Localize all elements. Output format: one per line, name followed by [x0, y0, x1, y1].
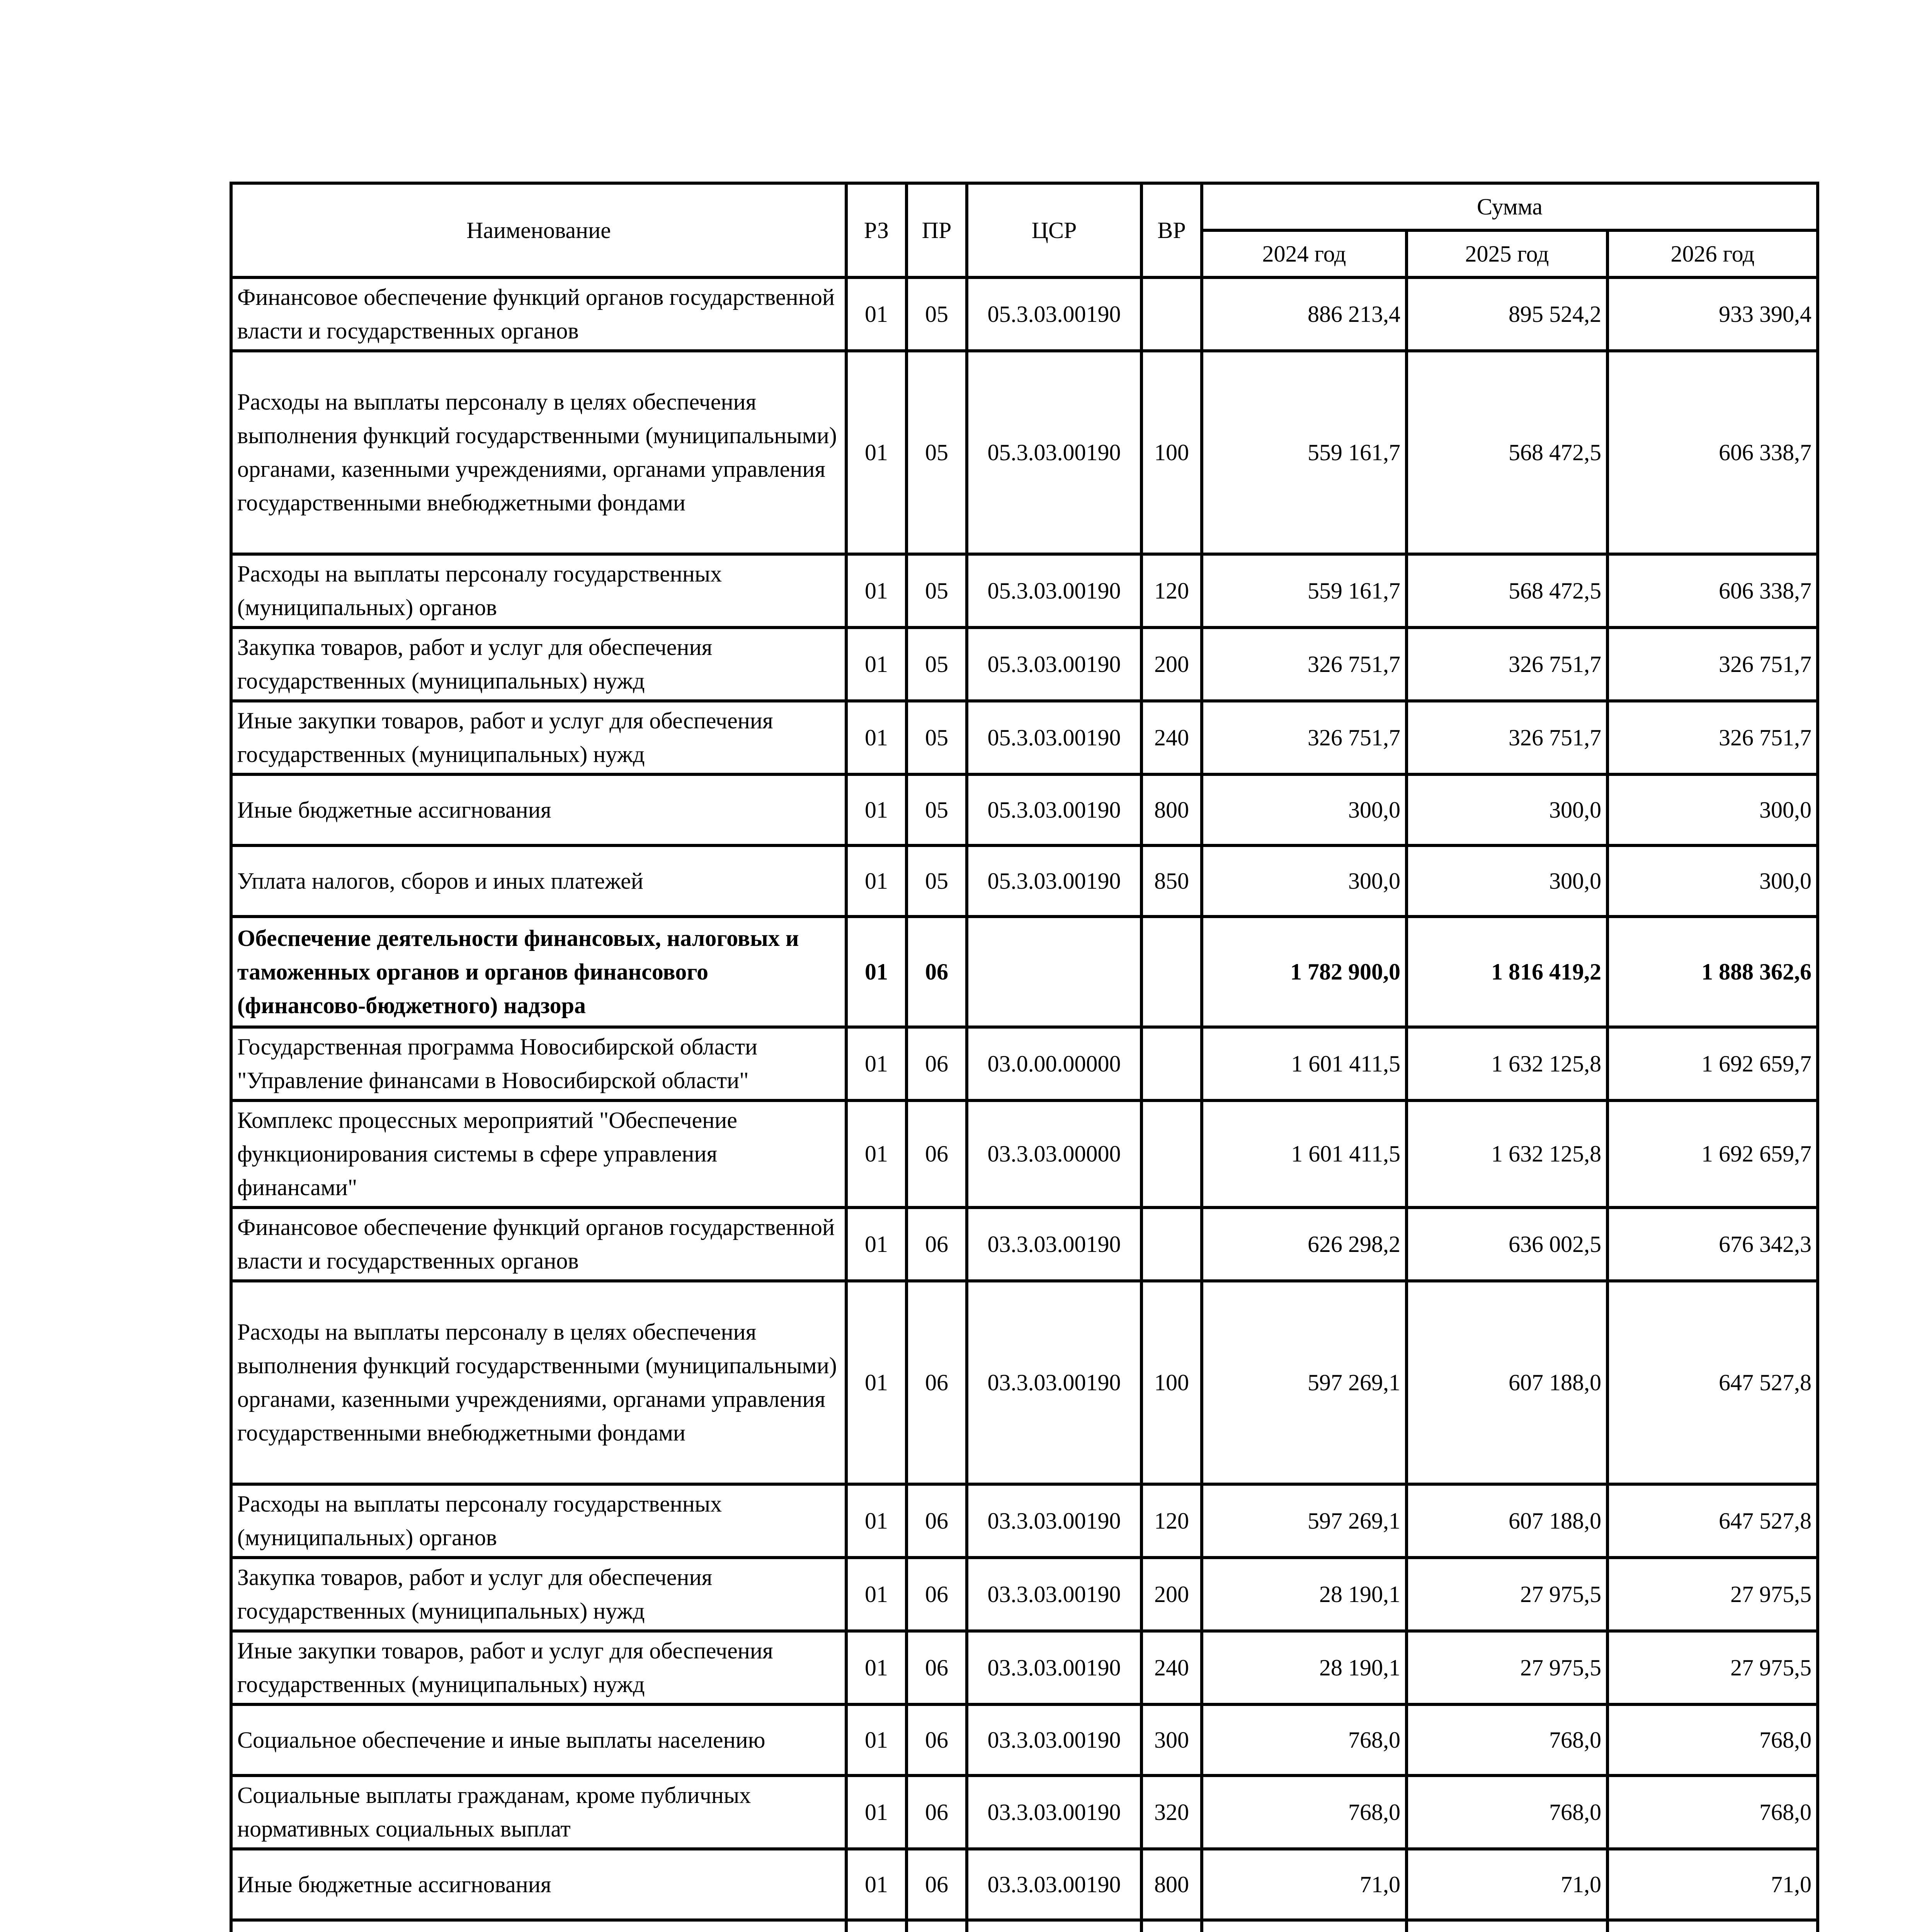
- row-amount-2024: 597 269,1: [1202, 1281, 1407, 1484]
- row-amount-2026: 606 338,7: [1607, 554, 1818, 628]
- header-rz: РЗ: [846, 183, 907, 277]
- row-name: Иные бюджетные ассигнования: [231, 1849, 846, 1920]
- row-vr: 100: [1141, 1281, 1202, 1484]
- row-name: Комплекс процессных мероприятий "Обеспечение функционирования системы в сфере управления финансами": [231, 1100, 846, 1208]
- row-amount-2026: 1 692 659,7: [1607, 1100, 1818, 1208]
- row-csr: 03.3.03.00190: [967, 1849, 1141, 1920]
- header-pr: ПР: [907, 183, 967, 277]
- table-row: [231, 554, 1818, 628]
- row-csr: 03.3.03.00000: [967, 1100, 1141, 1208]
- row-csr: 05.3.03.00190: [967, 351, 1141, 554]
- row-amount-2026: 326 751,7: [1607, 628, 1818, 701]
- row-amount-2025: 326 751,7: [1407, 701, 1607, 774]
- row-amount-2025: 27 975,5: [1407, 1558, 1607, 1631]
- row-pr: 06: [907, 1631, 967, 1704]
- row-name: Закупка товаров, работ и услуг для обеспечения государственных (муниципальных) нужд: [231, 1558, 846, 1631]
- row-rz: 01: [846, 1776, 907, 1849]
- row-rz: 01: [846, 1100, 907, 1208]
- row-amount-2024: 1 601 411,5: [1202, 1027, 1407, 1100]
- row-csr: 05.3.03.00190: [967, 277, 1141, 351]
- header-year-2024: 2024 год: [1202, 230, 1407, 277]
- row-rz: 01: [846, 845, 907, 917]
- row-amount-2025: 895 524,2: [1407, 277, 1607, 351]
- table-row: [231, 1484, 1818, 1558]
- row-amount-2024: 768,0: [1202, 1704, 1407, 1776]
- row-pr: 06: [907, 1027, 967, 1100]
- row-csr: 03.0.00.00000: [967, 1027, 1141, 1100]
- table-row: [231, 1027, 1818, 1100]
- row-amount-2024: 28 190,1: [1202, 1558, 1407, 1631]
- row-amount-2026: 647 527,8: [1607, 1281, 1818, 1484]
- row-vr: 300: [1141, 1704, 1202, 1776]
- row-amount-2024: 28 190,1: [1202, 1631, 1407, 1704]
- row-rz: 01: [846, 1849, 907, 1920]
- row-amount-2026: 606 338,7: [1607, 351, 1818, 554]
- row-amount-2024: 326 751,7: [1202, 628, 1407, 701]
- row-amount-2025: 768,0: [1407, 1704, 1607, 1776]
- header-year-2025: 2025 год: [1407, 230, 1607, 277]
- row-amount-2024: 300,0: [1202, 774, 1407, 845]
- row-name: Финансовое обеспечение функций органов государственной власти и государственных органов: [231, 1208, 846, 1281]
- row-name: Социальное обеспечение и иные выплаты населению: [231, 1704, 846, 1776]
- header-year-2026: 2026 год: [1607, 230, 1818, 277]
- row-rz: 01: [846, 351, 907, 554]
- row-vr: [1141, 1100, 1202, 1208]
- row-amount-2024: 1 601 411,5: [1202, 1100, 1407, 1208]
- row-amount-2026: 768,0: [1607, 1776, 1818, 1849]
- row-name: Обеспечение деятельности финансовых, налоговых и таможенных органов и органов финансового (финансово-бюджетного) надзора: [231, 917, 846, 1027]
- row-amount-2024: [1202, 1920, 1407, 1932]
- row-pr: 06: [907, 1281, 967, 1484]
- row-csr: 05.3.03.00190: [967, 628, 1141, 701]
- row-amount-2026: 27 975,5: [1607, 1558, 1818, 1631]
- row-amount-2024: 626 298,2: [1202, 1208, 1407, 1281]
- row-csr: 03.3.03.00190: [967, 1281, 1141, 1484]
- row-rz: [846, 1920, 907, 1932]
- row-pr: 05: [907, 554, 967, 628]
- row-rz: 01: [846, 917, 907, 1027]
- row-pr: 06: [907, 1849, 967, 1920]
- row-csr: 05.3.03.00190: [967, 701, 1141, 774]
- row-amount-2026: 933 390,4: [1607, 277, 1818, 351]
- row-pr: 06: [907, 1208, 967, 1281]
- row-vr: [1141, 917, 1202, 1027]
- row-pr: 05: [907, 628, 967, 701]
- row-csr: 03.3.03.00190: [967, 1704, 1141, 1776]
- row-name: Расходы на выплаты персоналу в целях обеспечения выполнения функций государственными (муниципальными) органами, казенными учреждениями, органами управления государственными внебюджетными фондами: [231, 1281, 846, 1484]
- row-amount-2026: 676 342,3: [1607, 1208, 1818, 1281]
- header-vr: ВР: [1141, 183, 1202, 277]
- row-csr: 03.3.03.00190: [967, 1558, 1141, 1631]
- row-vr: 200: [1141, 1558, 1202, 1631]
- row-amount-2026: 71,0: [1607, 1849, 1818, 1920]
- table-row: [231, 1281, 1818, 1484]
- row-rz: 01: [846, 1027, 907, 1100]
- row-name: Финансовое обеспечение функций органов государственной власти и государственных органов: [231, 277, 846, 351]
- row-rz: 01: [846, 1631, 907, 1704]
- header-sum: Сумма: [1202, 183, 1818, 230]
- table-row: [231, 277, 1818, 351]
- row-amount-2024: 559 161,7: [1202, 554, 1407, 628]
- table-row: [231, 701, 1818, 774]
- table-row: [231, 1631, 1818, 1704]
- row-amount-2024: 559 161,7: [1202, 351, 1407, 554]
- row-csr: 03.3.03.00190: [967, 1776, 1141, 1849]
- row-name: Расходы на выплаты персоналу государственных (муниципальных) органов: [231, 1484, 846, 1558]
- row-pr: 06: [907, 1776, 967, 1849]
- row-name: Социальные выплаты гражданам, кроме публичных нормативных социальных выплат: [231, 1776, 846, 1849]
- row-name: Иные бюджетные ассигнования: [231, 774, 846, 845]
- table-row: [231, 1704, 1818, 1776]
- row-vr: 200: [1141, 628, 1202, 701]
- row-csr: [967, 917, 1141, 1027]
- row-vr: [1141, 1208, 1202, 1281]
- row-rz: 01: [846, 774, 907, 845]
- row-vr: 120: [1141, 1484, 1202, 1558]
- row-csr: 03.3.03.00190: [967, 1484, 1141, 1558]
- row-pr: 06: [907, 1558, 967, 1631]
- row-amount-2025: [1407, 1920, 1607, 1932]
- row-rz: 01: [846, 1281, 907, 1484]
- row-name: Расходы на выплаты персоналу в целях обеспечения выполнения функций государственными (муниципальными) органами, казенными учреждениями, органами управления государственными внебюджетными фондами: [231, 351, 846, 554]
- row-pr: 05: [907, 845, 967, 917]
- row-csr: 03.3.03.00190: [967, 1631, 1141, 1704]
- row-amount-2026: 768,0: [1607, 1704, 1818, 1776]
- row-rz: 01: [846, 277, 907, 351]
- row-amount-2026: 300,0: [1607, 845, 1818, 917]
- row-rz: 01: [846, 1208, 907, 1281]
- row-vr: 320: [1141, 1776, 1202, 1849]
- row-csr: 05.3.03.00190: [967, 554, 1141, 628]
- table-row: [231, 1208, 1818, 1281]
- table-header: [231, 183, 1818, 277]
- row-pr: 06: [907, 1100, 967, 1208]
- row-vr: 800: [1141, 774, 1202, 845]
- row-amount-2026: 1 692 659,7: [1607, 1027, 1818, 1100]
- row-name: Иные закупки товаров, работ и услуг для обеспечения государственных (муниципальных) нужд: [231, 701, 846, 774]
- row-amount-2025: 607 188,0: [1407, 1484, 1607, 1558]
- row-amount-2025: 1 816 419,2: [1407, 917, 1607, 1027]
- table-row: [231, 774, 1818, 845]
- row-pr: 05: [907, 774, 967, 845]
- row-pr: 05: [907, 351, 967, 554]
- row-vr: 100: [1141, 351, 1202, 554]
- row-pr: 06: [907, 1484, 967, 1558]
- row-amount-2025: 1 632 125,8: [1407, 1100, 1607, 1208]
- table-row: [231, 1100, 1818, 1208]
- row-amount-2026: [1607, 1920, 1818, 1932]
- table-row: [231, 1776, 1818, 1849]
- row-pr: 05: [907, 277, 967, 351]
- row-csr: 03.3.03.00190: [967, 1208, 1141, 1281]
- row-amount-2026: 326 751,7: [1607, 701, 1818, 774]
- row-rz: 01: [846, 1484, 907, 1558]
- row-name: [231, 1920, 846, 1932]
- table-row: [231, 1849, 1818, 1920]
- row-name: Государственная программа Новосибирской области "Управление финансами в Новосибирской области": [231, 1027, 846, 1100]
- row-name: Расходы на выплаты персоналу государственных (муниципальных) органов: [231, 554, 846, 628]
- row-amount-2025: 326 751,7: [1407, 628, 1607, 701]
- row-vr: 120: [1141, 554, 1202, 628]
- table-row: [231, 1558, 1818, 1631]
- row-vr: 850: [1141, 845, 1202, 917]
- table-row: [231, 845, 1818, 917]
- row-amount-2025: 27 975,5: [1407, 1631, 1607, 1704]
- row-amount-2025: 300,0: [1407, 845, 1607, 917]
- row-amount-2025: 768,0: [1407, 1776, 1607, 1849]
- row-amount-2026: 1 888 362,6: [1607, 917, 1818, 1027]
- row-amount-2024: 1 782 900,0: [1202, 917, 1407, 1027]
- row-amount-2025: 71,0: [1407, 1849, 1607, 1920]
- table-row: [231, 351, 1818, 554]
- row-name: Иные закупки товаров, работ и услуг для обеспечения государственных (муниципальных) нужд: [231, 1631, 846, 1704]
- row-amount-2025: 568 472,5: [1407, 554, 1607, 628]
- row-csr: 05.3.03.00190: [967, 774, 1141, 845]
- budget-table: [230, 182, 1819, 1932]
- row-vr: 240: [1141, 701, 1202, 774]
- row-amount-2024: 886 213,4: [1202, 277, 1407, 351]
- row-amount-2024: 597 269,1: [1202, 1484, 1407, 1558]
- row-amount-2025: 636 002,5: [1407, 1208, 1607, 1281]
- header-name: Наименование: [231, 183, 846, 277]
- row-pr: [907, 1920, 967, 1932]
- table-row: [231, 628, 1818, 701]
- row-amount-2026: 300,0: [1607, 774, 1818, 845]
- row-pr: 06: [907, 917, 967, 1027]
- row-csr: 05.3.03.00190: [967, 845, 1141, 917]
- table-row-section-total: [231, 917, 1818, 1027]
- row-pr: 05: [907, 701, 967, 774]
- row-amount-2025: 1 632 125,8: [1407, 1027, 1607, 1100]
- row-vr: [1141, 1920, 1202, 1932]
- row-rz: 01: [846, 701, 907, 774]
- row-amount-2025: 300,0: [1407, 774, 1607, 845]
- row-rz: 01: [846, 1558, 907, 1631]
- row-csr: [967, 1920, 1141, 1932]
- row-amount-2024: 326 751,7: [1202, 701, 1407, 774]
- row-rz: 01: [846, 628, 907, 701]
- row-vr: 240: [1141, 1631, 1202, 1704]
- header-csr: ЦСР: [967, 183, 1141, 277]
- row-amount-2024: 71,0: [1202, 1849, 1407, 1920]
- row-pr: 06: [907, 1704, 967, 1776]
- row-amount-2026: 27 975,5: [1607, 1631, 1818, 1704]
- row-amount-2025: 607 188,0: [1407, 1281, 1607, 1484]
- row-name: Уплата налогов, сборов и иных платежей: [231, 845, 846, 917]
- row-amount-2026: 647 527,8: [1607, 1484, 1818, 1558]
- row-vr: 800: [1141, 1849, 1202, 1920]
- row-name: Закупка товаров, работ и услуг для обеспечения государственных (муниципальных) нужд: [231, 628, 846, 701]
- table-body: [231, 277, 1818, 1932]
- row-rz: 01: [846, 1704, 907, 1776]
- row-amount-2024: 300,0: [1202, 845, 1407, 917]
- row-vr: [1141, 1027, 1202, 1100]
- row-vr: [1141, 277, 1202, 351]
- row-amount-2024: 768,0: [1202, 1776, 1407, 1849]
- row-rz: 01: [846, 554, 907, 628]
- row-amount-2025: 568 472,5: [1407, 351, 1607, 554]
- table-row: [231, 1920, 1818, 1932]
